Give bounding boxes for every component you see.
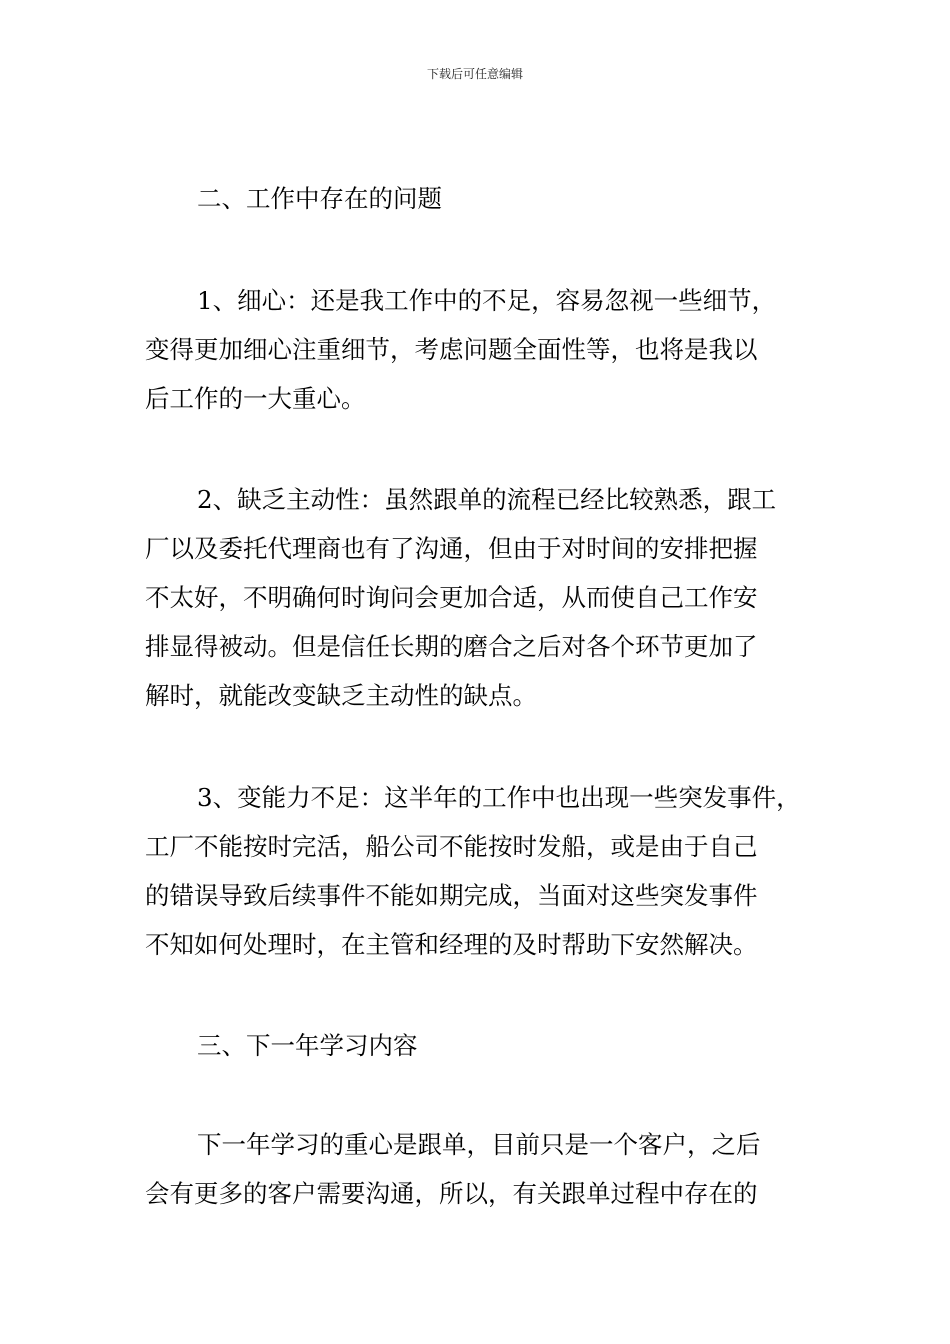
paragraph-initiative: [145, 475, 810, 720]
page-header-note: 下载后可任意编辑: [426, 67, 523, 81]
heading-text: 二、工作中存在的问题: [197, 184, 442, 213]
paragraph-carefulness: [145, 276, 810, 423]
paragraph-line: 1、细心：还是我工作中的不足，容易忽视一些细节，: [197, 286, 777, 315]
paragraph-line: 解时，就能改变缺乏主动性的缺点。: [145, 681, 537, 710]
paragraph-line: 的错误导致后续事件不能如期完成，当面对这些突发事件: [145, 881, 758, 910]
heading-text: 三、下一年学习内容: [197, 1031, 418, 1060]
paragraph-line: 不太好，不明确何时询问会更加合适，从而使自己工作安: [145, 583, 758, 612]
paragraph-line: 2、缺乏主动性：虽然跟单的流程已经比较熟悉，跟工: [197, 485, 777, 514]
paragraph-learning-plan: [145, 1120, 810, 1218]
paragraph-line: 3、变能力不足：这半年的工作中也出现一些突发事件，: [197, 783, 801, 812]
paragraph-adaptability: [145, 773, 810, 969]
paragraph-line: 厂以及委托代理商也有了沟通，但由于对时间的安排把握: [145, 534, 758, 563]
paragraph-line: 后工作的一大重心。: [145, 384, 366, 413]
paragraph-line: 变得更加细心注重细节，考虑问题全面性等，也将是我以: [145, 335, 758, 364]
paragraph-line: 下一年学习的重心是跟单，目前只是一个客户，之后: [197, 1130, 761, 1159]
paragraph-line: 工厂不能按时完活，船公司不能按时发船，或是由于自己: [145, 832, 758, 861]
paragraph-line: 会有更多的客户需要沟通，所以，有关跟单过程中存在的: [145, 1179, 758, 1208]
section-heading-learning: [145, 1021, 810, 1070]
section-heading-problems: [145, 174, 810, 223]
paragraph-line: 不知如何处理时，在主管和经理的及时帮助下安然解决。: [145, 930, 758, 959]
paragraph-line: 排显得被动。但是信任长期的磨合之后对各个环节更加了: [145, 632, 758, 661]
